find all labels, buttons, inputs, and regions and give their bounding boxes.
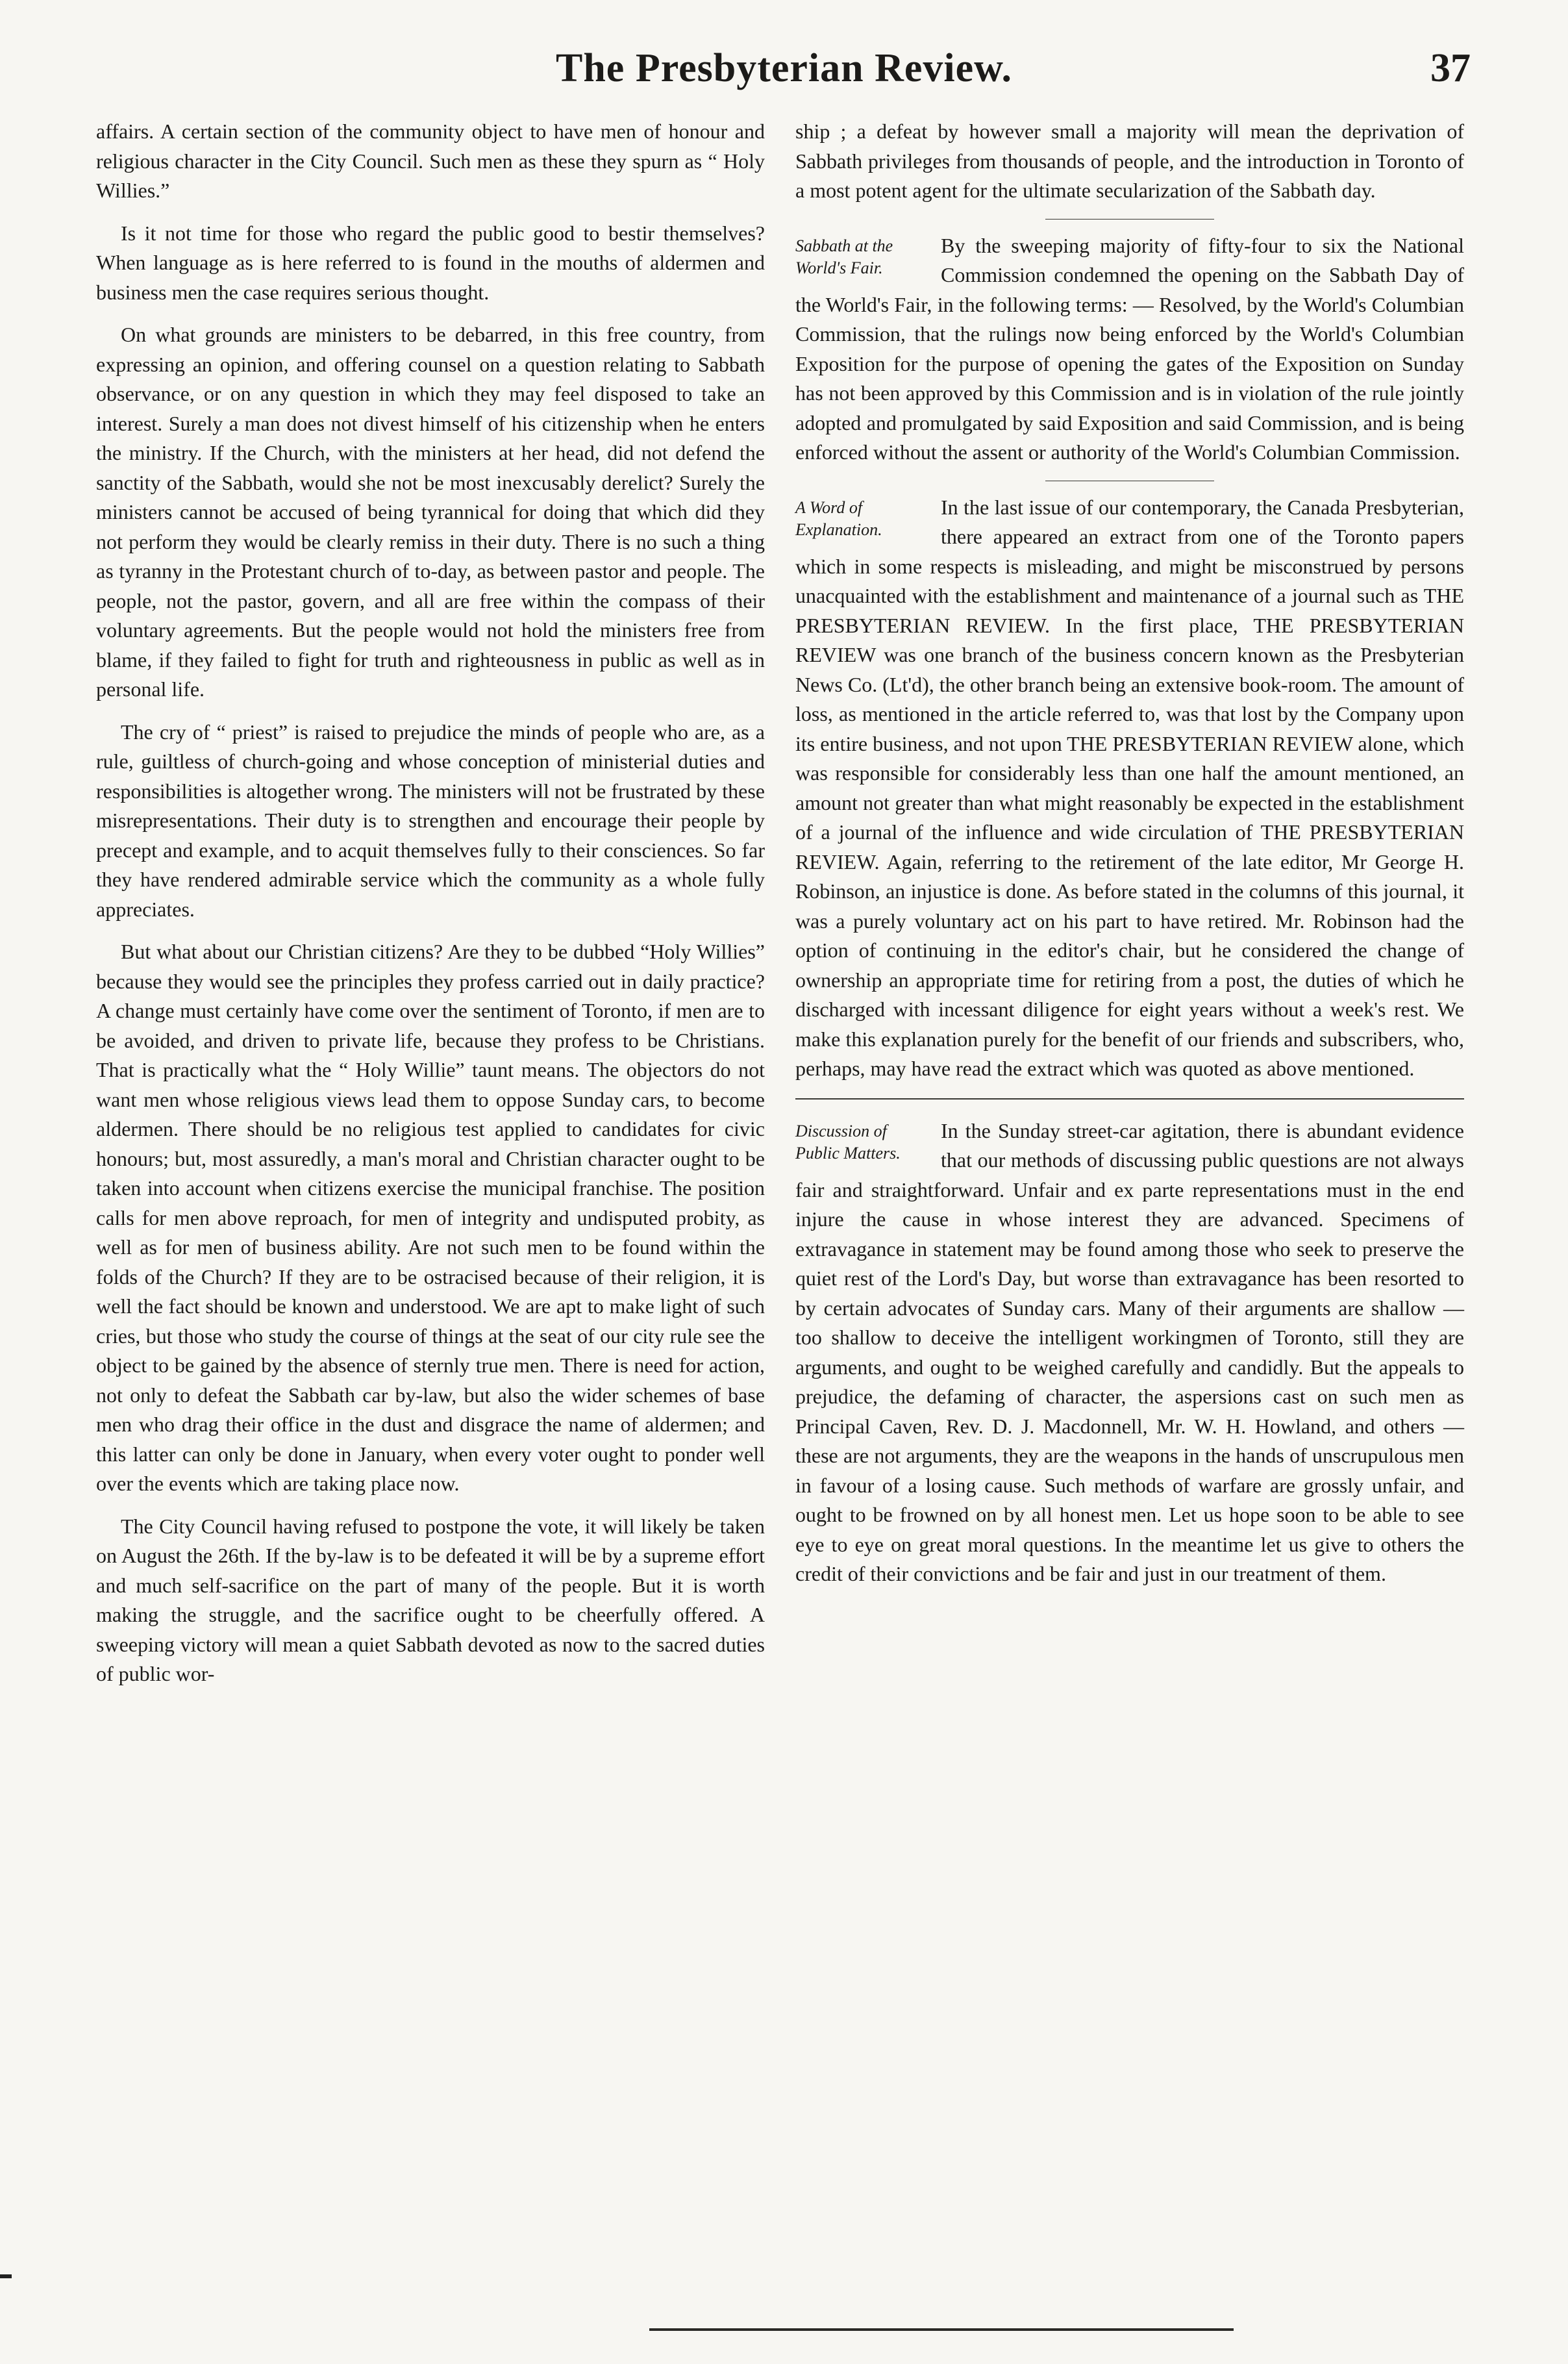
editorial-note	[795, 493, 1464, 1084]
note-side-label: A Word of Explanation.	[795, 497, 882, 539]
section-divider	[795, 1098, 1464, 1100]
paragraph: The City Council having refused to postpone the vote, it will likely be taken on August the 26th. If the by-law is to be defeated it will be by a supreme effort and much self-sacrifice on the part of many of the people. But it is worth making the struggle, and the sacrifice ought to be cheerfully offered. A sweeping victory will mean a quiet Sabbath devoted as now to the sacred duties of public wor-	[96, 1514, 765, 1685]
note-body: In the last issue of our contemporary, the Canada Presbyterian, there appeared an extract from one of the Toronto papers which in some respects is misleading, and might be misconstrued by persons unacquainted with the establishment and maintenance of a journal such as THE PRESBYTERIAN REVIEW. In the first place, THE PRESBYTERIAN REVIEW was one branch of the business concern known as the Presbyterian News Co. (Lt'd), the other branch being an extensive book-room. The amount of loss, as mentioned in the article referred to, was that lost by the Company upon its entire business, and not upon THE PRESBYTERIAN REVIEW alone, which was responsible for considerably less than one half the amount mentioned, an amount not greater than what might reasonably be expected in the establishment of a journal of the influence and wide circulation of THE PRESBYTERIAN REVIEW. Again, referring to the retirement of the late editor, Mr George H. Robinson, an injustice is done. As before stated in the columns of this journal, it was a purely voluntary act on his part to have retired. Mr. Robinson had the option of continuing in the editor's chair, but he considered the change of ownership an appropriate time for retiring from a post, the duties of which he discharged with incessant diligence for eight years without a week's rest. We make this explanation purely for the benefit of our friends and subscribers, who, perhaps, may have read the extract which was quoted as above mentioned.	[795, 495, 1464, 1080]
paragraph: On what grounds are ministers to be debarred, in this free country, from expressing an opinion, and offering counsel on a question relating to Sabbath observance, or on any question in which they may feel disposed to take an interest. Surely a man does not divest himself of his citizenship when he enters the ministry. If the Church, with the ministers at her head, did not defend the sanctity of the Sabbath, would she not be most inexcusably derelict? Surely the ministers cannot be accused of being tyrannical for doing that which did they not perform they would be clearly remiss in their duty. There is no such a thing as tyranny in the Protestant church of to-day, as between pastor and people. The people, not the pastor, govern, and all are free within the compass of their voluntary agreements. But the people would not hold the ministers free from blame, if they failed to fight for truth and righteousness in public as well as in personal life.	[96, 323, 765, 701]
note-side-label: Discussion of Public Matters.	[795, 1121, 901, 1163]
margin-mark	[0, 2274, 12, 2278]
editorial-note	[795, 231, 1464, 468]
page-number: 37	[1430, 46, 1471, 90]
running-title: The Presbyterian Review.	[555, 46, 1013, 90]
left-column	[96, 117, 765, 1702]
paragraph: The cry of “ priest” is raised to prejudice the minds of people who are, as a rule, guiltless of church-going and whose conception of ministerial duties and responsibilities is altogether wrong. The ministers will not be frustrated by these misrepresentations. Their duty is to strengthen and encourage their people by precept and example, and to acquit themselves fully to their consciences. So far they have rendered admirable service which the community as a whole fully appreciates.	[96, 720, 765, 921]
paragraph: But what about our Christian citizens? Are they to be dubbed “Holy Willies” because they would see the principles they profess carried out in daily practice? A change must certainly have come over the sentiment of Toronto, if men are to be avoided, and driven to private life, because they profess to be Christians. That is practically what the “ Holy Willie” taunt means. The objectors do not want men whose religious views lead them to oppose Sunday cars, to become aldermen. There should be no religious test applied to candidates for civic honours; but, most assuredly, a man's moral and Christian character ought to be taken into account when citizens exercise the municipal franchise. The position calls for men above reproach, for men of integrity and undisputed probity, as well as for men of business ability. Are not such men to be found within the folds of the Church? If they are to be ostracised because of their religion, it is well the fact should be known and understood. We are apt to make light of such cries, but those who study the course of things at the seat of our city rule see the object to be gained by the absence of sternly true men. There is need for action, not only to defeat the Sabbath car by-law, but also the wider schemes of base men who drag their office in the dust and disgrace the name of aldermen; and this latter can only be done in January, when every voter ought to ponder well over the events which are taking place now.	[96, 940, 765, 1495]
paragraph: ship ; a defeat by however small a majority will mean the deprivation of Sabbath privileges from thousands of people, and the introduction in Toronto of a most potent agent for the ultimate secularization of the Sabbath day.	[795, 119, 1464, 202]
paragraph: affairs. A certain section of the community object to have men of honour and religious character in the City Council. Such men as these they spurn as “ Holy Willies.”	[96, 119, 765, 202]
paragraph: Is it not time for those who regard the public good to bestir themselves? When language as is here referred to is found in the mouths of aldermen and business men the case requires serious thought.	[96, 221, 765, 304]
section-divider	[1045, 219, 1214, 220]
note-body: By the sweeping majority of fifty-four to six the National Commission condemned the opening on the Sabbath Day of the World's Fair, in the following terms: — Resolved, by the World's Columbian Commission, that the rulings now being enforced by the World's Columbian Exposition for the purpose of opening the gates of the Exposition on Sunday has not been approved by this Commission and is in violation of the rule jointly adopted and promulgated by said Exposition and said Commission, and is being enforced without the assent or authority of the World's Columbian Commission.	[795, 233, 1464, 464]
note-body: In the Sunday street-car agitation, there is abundant evidence that our methods of discussing public questions are not always fair and straightforward. Unfair and ex parte representations must in the end injure the cause in whose interest they are advanced. Specimens of extravagance in statement may be found among those who seek to preserve the quiet rest of the Lord's Day, but worse than extravagance has been resorted to by certain advocates of Sunday cars. Many of their arguments are shallow — too shallow to deceive the intelligent workingmen of Toronto, still they are arguments, and ought to be weighed carefully and candidly. But the appeals to prejudice, the defaming of character, the aspersions cast on such men as Principal Caven, Rev. D. J. Macdonnell, Mr. W. H. Howland, and others — these are not arguments, they are the weapons in the hands of unscrupulous men in favour of a losing cause. Such methods of warfare are grossly unfair, and ought to be frowned on by all honest men. Let us hope soon to be able to see eye to eye on great moral questions. In the meantime let us give to others the credit of their convictions and be fair and just in our treatment of them.	[795, 1118, 1464, 1585]
note-side-label: Sabbath at the World's Fair.	[795, 236, 893, 277]
running-head	[97, 26, 1471, 91]
bottom-rule	[649, 2328, 1234, 2331]
editorial-note	[795, 1116, 1464, 1589]
right-column	[795, 117, 1464, 1602]
